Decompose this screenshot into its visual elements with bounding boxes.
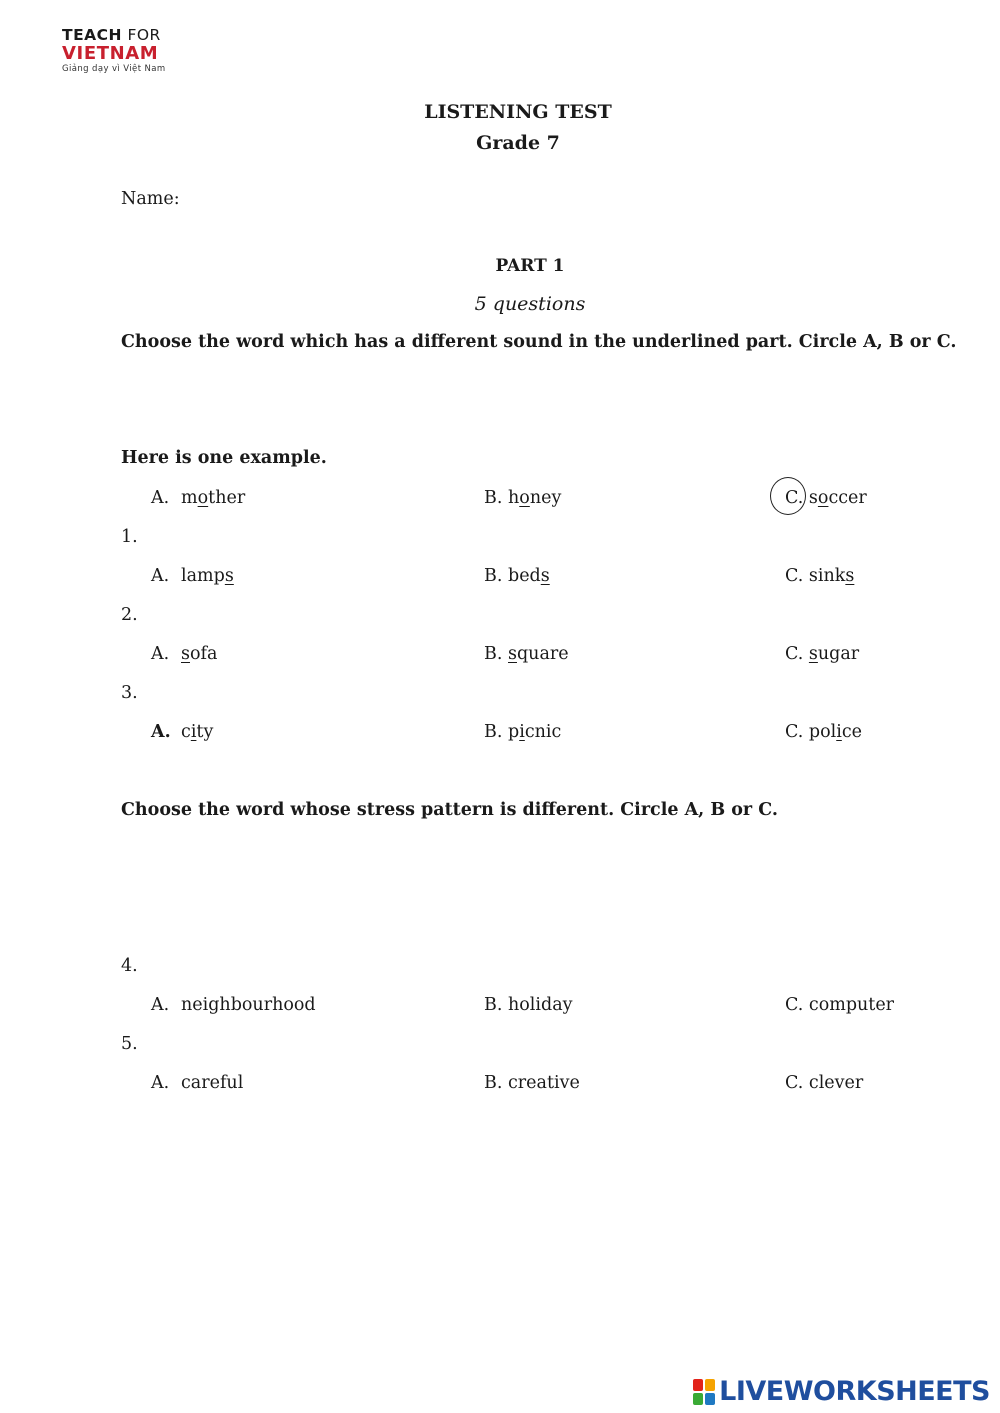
question-2-option-b[interactable]: B. square [484,644,569,664]
question-5-option-b[interactable]: B. creative [484,1073,580,1093]
logo-square-orange [705,1379,715,1391]
logo-square-green [693,1393,703,1405]
question-5-number: 5. [121,1034,138,1054]
question-4-option-a[interactable]: neighbourhood [181,995,316,1015]
question-3-option-b[interactable]: B. picnic [484,722,562,742]
liveworksheets-brand [693,1376,990,1407]
logo-line-1: TEACH FOR [62,26,161,44]
question-4-number: 4. [121,956,138,976]
question-3-option-a[interactable]: city [181,722,214,742]
question-1-option-b[interactable]: B. beds [484,566,550,586]
question-2-option-c[interactable]: C. sugar [785,644,860,664]
example-option-a-letter: A. [151,488,170,508]
question-1-option-a[interactable]: lamps [181,566,234,586]
logo-tagline: Giảng dạy vì Việt Nam [62,64,166,74]
question-5-option-a[interactable]: careful [181,1073,244,1093]
example-option-a: mother [181,488,246,508]
name-label: Name: [121,189,180,209]
question-3-number: 3. [121,683,138,703]
question-3-option-c[interactable]: C. police [785,722,863,742]
example-option-b: B. honey [484,488,562,508]
logo-line-2: VIETNAM [62,43,159,64]
example-option-c: C. soccer [785,488,867,508]
question-2-option-a[interactable]: sofa [181,644,218,664]
logo-square-blue [705,1393,715,1405]
question-5-option-a-letter: A. [151,1073,170,1093]
teach-for-vietnam-logo [62,26,192,74]
question-3-option-a-letter: A. [151,722,171,742]
question-4-option-a-letter: A. [151,995,170,1015]
question-4-option-c[interactable]: C. computer [785,995,895,1015]
part-title: PART 1 [495,256,565,276]
section1-instruction: Choose the word which has a different sound in the underlined part. Circle A, B or C. [121,332,957,352]
question-2-option-a-letter: A. [151,644,170,664]
question-1-number: 1. [121,527,138,547]
grade-label: Grade 7 [476,132,560,154]
question-1-option-c[interactable]: C. sinks [785,566,855,586]
question-4-option-b[interactable]: B. holiday [484,995,573,1015]
question-count: 5 questions [474,293,586,315]
question-2-number: 2. [121,605,138,625]
liveworksheets-logo-icon [693,1379,715,1405]
section2-instruction: Choose the word whose stress pattern is different. Circle A, B or C. [121,800,778,820]
question-5-option-c[interactable]: C. clever [785,1073,864,1093]
liveworksheets-wordmark: LIVEWORKSHEETS [719,1376,990,1407]
example-label: Here is one example. [121,448,327,468]
page-title: LISTENING TEST [424,101,612,123]
question-1-option-a-letter: A. [151,566,170,586]
logo-square-red [693,1379,703,1391]
